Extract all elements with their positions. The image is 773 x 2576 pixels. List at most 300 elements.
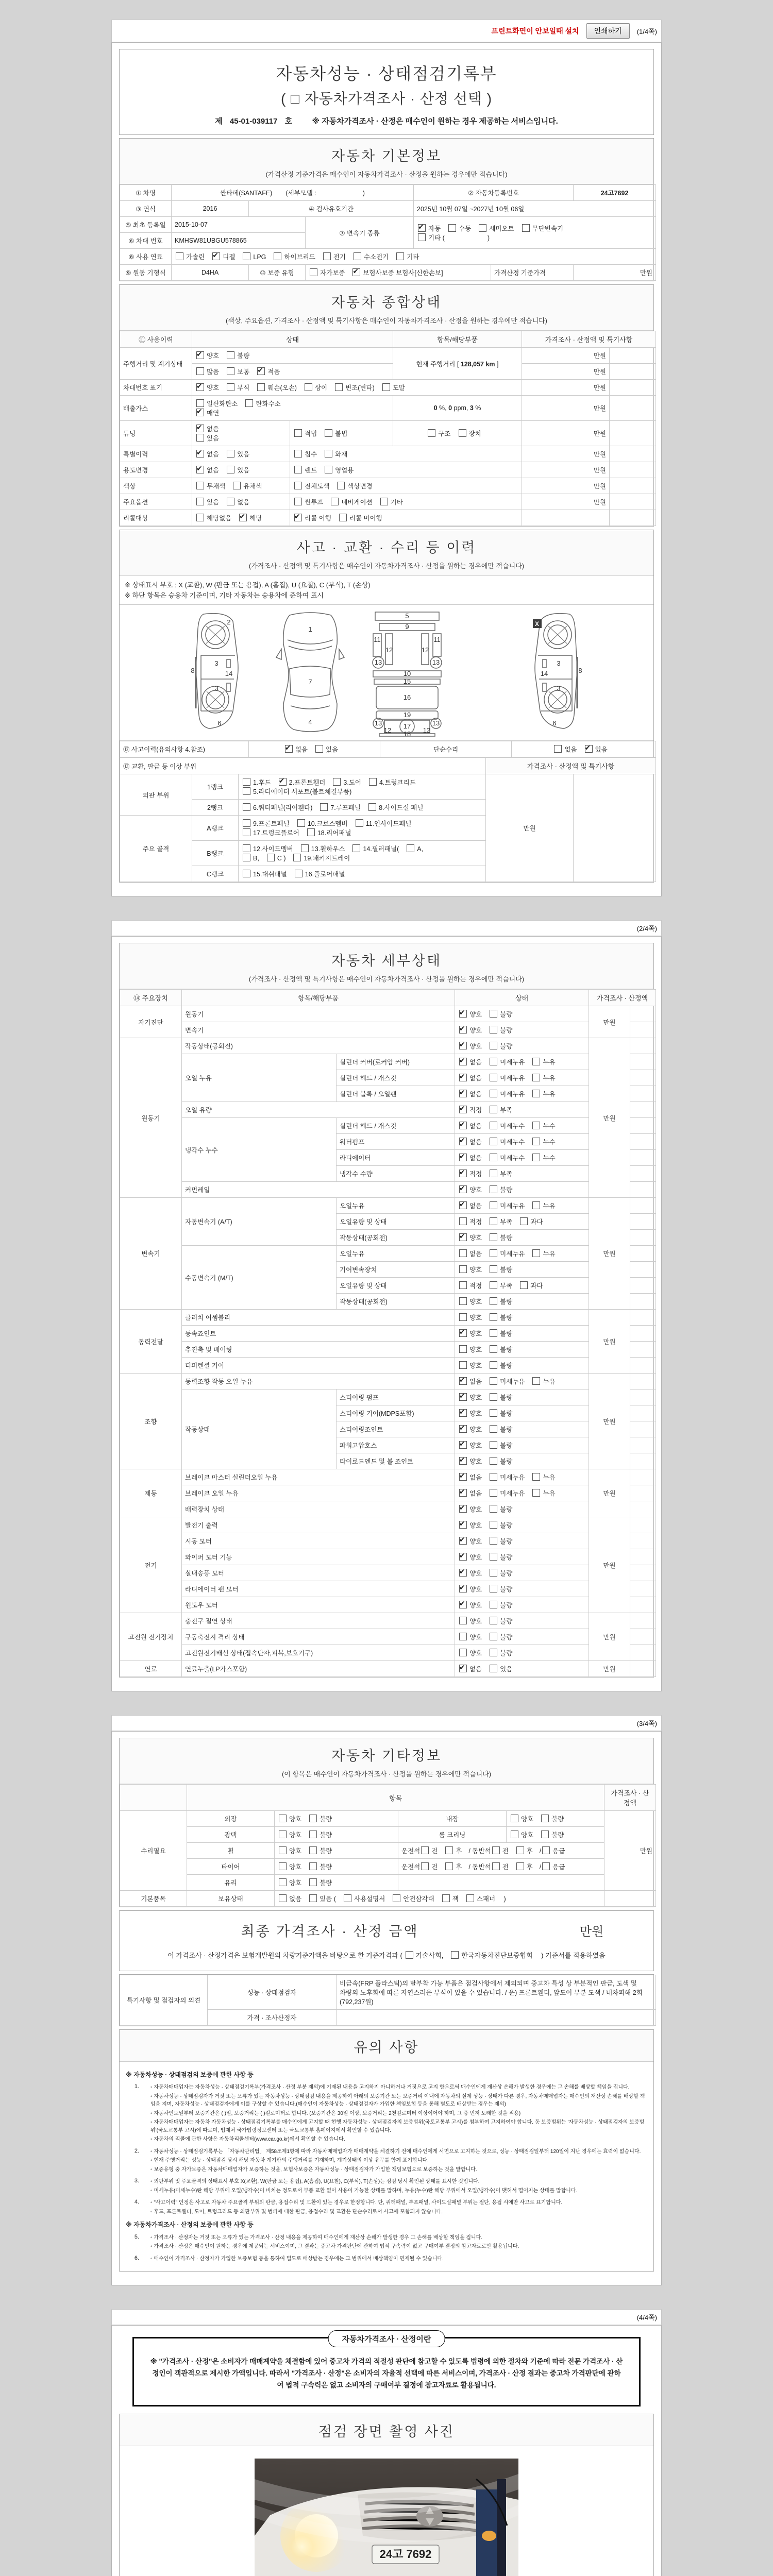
checkbox[interactable] (532, 1201, 540, 1209)
checkbox[interactable] (294, 429, 302, 437)
checkbox[interactable] (459, 1026, 467, 1033)
checkbox[interactable] (490, 1569, 497, 1577)
caution-item-number: 2. (134, 2147, 139, 2154)
diagram-label: 3 (214, 659, 219, 667)
checkbox[interactable] (196, 482, 204, 489)
checkbox[interactable] (459, 1601, 467, 1608)
checkbox[interactable] (459, 1553, 467, 1561)
checkbox[interactable] (490, 1633, 497, 1640)
price-cell (610, 421, 656, 446)
checkbox-label: 양호 (289, 1863, 302, 1871)
table-row (120, 1597, 656, 1613)
checkbox[interactable] (459, 1473, 467, 1481)
checkbox[interactable] (459, 1377, 467, 1385)
checkbox[interactable] (196, 383, 204, 391)
checkbox[interactable] (459, 1313, 467, 1321)
checkbox[interactable] (421, 1862, 429, 1870)
checkbox[interactable] (490, 1138, 497, 1145)
checkbox[interactable] (459, 1441, 467, 1449)
checkbox[interactable] (294, 498, 302, 505)
checkbox[interactable] (490, 1106, 497, 1113)
checkbox[interactable] (490, 1601, 497, 1608)
checkbox[interactable] (309, 1846, 317, 1854)
price-cell (630, 1549, 656, 1565)
checkbox-label: 13.휠하우스 (311, 845, 345, 853)
checkbox[interactable] (459, 1058, 467, 1065)
checkbox[interactable] (542, 1862, 550, 1870)
cell: 작동상태(공회전) (337, 1230, 455, 1246)
checkbox[interactable] (227, 383, 234, 391)
cell (192, 446, 290, 462)
checkbox[interactable] (196, 399, 204, 407)
checkbox[interactable] (309, 1815, 317, 1822)
checkbox[interactable] (490, 1553, 497, 1561)
checkbox[interactable] (267, 854, 275, 861)
checkbox[interactable] (490, 1313, 497, 1321)
checkbox[interactable] (490, 1521, 497, 1529)
checkbox[interactable] (490, 1010, 497, 1018)
checkbox[interactable] (459, 1297, 467, 1305)
checkbox[interactable] (245, 399, 253, 407)
cell: 디퍼렌셜 기어 (182, 1358, 455, 1374)
checkbox-label: 없음 (469, 1139, 482, 1146)
checkbox-label: 없음 (469, 1155, 482, 1162)
checkbox[interactable] (445, 1846, 453, 1854)
checkbox[interactable] (490, 1265, 497, 1273)
checkbox[interactable] (522, 224, 530, 232)
checkbox[interactable] (325, 450, 332, 457)
checkbox[interactable] (279, 1831, 287, 1838)
checkbox[interactable] (490, 1345, 497, 1353)
checkbox[interactable] (243, 803, 250, 811)
checkbox[interactable] (459, 1409, 467, 1417)
checkbox[interactable] (459, 1425, 467, 1433)
checkbox[interactable] (490, 1617, 497, 1624)
checkbox[interactable] (532, 1377, 540, 1385)
checkbox[interactable] (418, 224, 426, 232)
checkbox[interactable] (490, 1489, 497, 1497)
photos-title: 점검 장면 촬영 사진 (318, 2424, 455, 2440)
checkbox[interactable] (459, 1649, 467, 1656)
checkbox[interactable] (516, 1862, 524, 1870)
checkbox[interactable] (279, 1862, 287, 1870)
page-marker-2: (2/4쪽) (636, 925, 657, 933)
checkbox[interactable] (196, 450, 204, 457)
checkbox[interactable] (442, 1894, 450, 1902)
checkbox[interactable] (227, 466, 234, 473)
checkbox[interactable] (459, 1233, 467, 1241)
checkbox[interactable] (490, 1329, 497, 1337)
checkbox[interactable] (490, 1409, 497, 1417)
checkbox[interactable] (339, 514, 347, 521)
price-survey-definition-box (132, 2337, 641, 2406)
price-cell (630, 1374, 656, 1389)
checkbox[interactable] (459, 1185, 467, 1193)
checkbox[interactable] (532, 1138, 540, 1145)
checkbox[interactable] (243, 252, 250, 260)
checkbox[interactable] (309, 1831, 317, 1838)
checkbox[interactable] (243, 828, 250, 836)
checkbox[interactable] (352, 844, 360, 852)
checkbox[interactable] (344, 1894, 351, 1902)
checkbox[interactable] (227, 498, 234, 505)
table-row (120, 1358, 656, 1374)
checkbox[interactable] (325, 466, 332, 473)
checkbox[interactable] (459, 1569, 467, 1577)
checkbox[interactable] (532, 1058, 540, 1065)
checkbox[interactable] (295, 870, 303, 877)
checkbox[interactable] (490, 1281, 497, 1289)
checkbox[interactable] (294, 466, 302, 473)
checkbox-label: 전 (431, 1863, 438, 1871)
checkbox[interactable] (459, 1457, 467, 1465)
checkbox[interactable] (459, 1393, 467, 1401)
checkbox[interactable] (490, 1585, 497, 1592)
checkbox[interactable] (293, 854, 301, 861)
caution-heading: ※ 자동차성능 · 상태점검의 보증에 관한 사항 등 (126, 2071, 254, 2078)
checkbox[interactable] (279, 1894, 287, 1902)
checkbox[interactable] (227, 450, 234, 457)
checkbox[interactable] (532, 1473, 540, 1481)
checkbox[interactable] (243, 819, 250, 827)
checkbox[interactable] (459, 1329, 467, 1337)
checkbox[interactable] (309, 1894, 317, 1902)
checkbox-label: 있음 (595, 746, 608, 753)
checkbox[interactable] (490, 1425, 497, 1433)
final-note-post: ) 기준서를 적용하였음 (539, 1952, 606, 1959)
checkbox[interactable] (490, 1217, 497, 1225)
checkbox[interactable] (309, 1862, 317, 1870)
checkbox[interactable] (459, 1489, 467, 1497)
checkbox[interactable] (227, 351, 234, 359)
checkbox[interactable] (196, 434, 204, 442)
checkbox[interactable] (354, 252, 361, 260)
checkbox[interactable] (490, 1233, 497, 1241)
checkbox[interactable] (428, 429, 435, 437)
cell: 충전구 절연 상태 (182, 1613, 455, 1629)
checkbox[interactable] (490, 1377, 497, 1385)
checkbox[interactable] (335, 383, 343, 391)
checkbox[interactable] (490, 1042, 497, 1049)
diagram-label: 15 (403, 677, 411, 685)
checkbox[interactable] (305, 383, 312, 391)
checkbox[interactable] (285, 745, 293, 753)
caution-line: ◦ 자동차매매업자는 자동차성능 · 상태점검기록부(가격조사 · 산정 부분 제외)에 기재된 내용을 고지하지 아니하거나 거짓으로 고지 함으로써 매수인에게 재산상 손해가 발생한 경우에는 그 손해를 배상할 책임을 집니다. (150, 2083, 647, 2092)
checkbox[interactable] (451, 1951, 459, 1959)
checkbox[interactable] (459, 1249, 467, 1257)
price-cell (630, 1501, 656, 1517)
checkbox[interactable] (459, 1505, 467, 1513)
checkbox[interactable] (369, 778, 377, 786)
checkbox[interactable] (233, 482, 241, 489)
checkbox[interactable] (459, 1122, 467, 1129)
checkbox-label: 불량 (500, 1043, 513, 1050)
checkbox[interactable] (490, 1473, 497, 1481)
checkbox[interactable] (490, 1361, 497, 1369)
checkbox[interactable] (459, 1106, 467, 1113)
checkbox[interactable] (532, 1489, 540, 1497)
checkbox[interactable] (212, 252, 220, 260)
caution-line: ◦ 외판부위 및 주요골격의 상태표시 부호 X(교환), W(판금 또는 용접), A(흠집), U(요철), C(부식), T(손상)는 점검 당시 확인된 상태를 표시한 것입니다. (150, 2178, 647, 2186)
checkbox-label: 양호 (469, 1650, 482, 1657)
cell: 만원 (589, 1517, 630, 1613)
checkbox[interactable] (459, 1201, 467, 1209)
checkbox[interactable] (490, 1665, 497, 1672)
checkbox[interactable] (490, 1297, 497, 1305)
checkbox[interactable] (333, 778, 341, 786)
checkbox[interactable] (421, 1846, 429, 1854)
cell: 만원 (589, 1038, 630, 1198)
checkbox-label: 기타 (390, 499, 403, 506)
checkbox[interactable] (352, 268, 360, 276)
checkbox[interactable] (490, 1122, 497, 1129)
checkbox[interactable] (490, 1457, 497, 1465)
checkbox[interactable] (490, 1505, 497, 1513)
checkbox-label: 불량 (320, 1879, 332, 1887)
checkbox[interactable] (301, 844, 309, 852)
diagram-label: 1 (308, 625, 312, 633)
checkbox[interactable] (492, 1862, 500, 1870)
table-row (120, 758, 656, 774)
cell (455, 1501, 589, 1517)
price-cell (630, 1262, 656, 1278)
checkbox[interactable] (541, 1815, 549, 1822)
checkbox-label: 있음 (207, 499, 220, 506)
checkbox[interactable] (490, 1201, 497, 1209)
checkbox[interactable] (532, 1122, 540, 1129)
checkbox[interactable] (459, 1170, 467, 1177)
cell: 변속기 (120, 1198, 182, 1310)
inspection-photo-front[interactable] (255, 2459, 518, 2576)
checkbox[interactable] (459, 1633, 467, 1640)
cell (455, 1342, 589, 1358)
checkbox[interactable] (294, 514, 302, 521)
checkbox[interactable] (541, 1831, 549, 1838)
checkbox[interactable] (307, 828, 315, 836)
checkbox[interactable] (297, 819, 305, 827)
checkbox[interactable] (532, 1154, 540, 1161)
checkbox[interactable] (459, 1090, 467, 1097)
checkbox-label: 적법 (305, 430, 317, 437)
checkbox-label: 양호 (469, 1618, 482, 1625)
doc-number-line (125, 115, 648, 126)
checkbox-label: 불량 (500, 1330, 513, 1337)
checkbox[interactable] (459, 1265, 467, 1273)
cell (455, 1405, 589, 1421)
car-diagram-svg[interactable] (175, 608, 598, 737)
checkbox[interactable] (490, 1441, 497, 1449)
checkbox[interactable] (532, 1074, 540, 1081)
checkbox[interactable] (490, 1393, 497, 1401)
checkbox[interactable] (511, 1831, 518, 1838)
caution-line: ◦ 자동차의 리콜에 관한 사항은 자동차리콜센터(www.car.go.kr)에서 확인할 수 있습니다. (150, 2136, 647, 2144)
checkbox-label: 12.사이드멤버 (253, 845, 293, 853)
checkbox[interactable] (257, 367, 265, 375)
table-row (120, 331, 656, 348)
checkbox[interactable] (294, 482, 302, 489)
checkbox[interactable] (337, 482, 345, 489)
cell: 색상 (120, 478, 192, 494)
checkbox[interactable] (196, 409, 204, 416)
checkbox[interactable] (445, 1862, 453, 1870)
checkbox[interactable] (309, 1878, 317, 1886)
cell: ⑦ 변속기 종류 (306, 217, 414, 249)
checkbox-label: 과다 (530, 1282, 543, 1290)
table-row (120, 1326, 656, 1342)
exchange-x-marker[interactable] (533, 619, 542, 628)
cell: 만원 (589, 1613, 630, 1661)
price-cell (630, 1421, 656, 1437)
checkbox-label: 변조(변타) (345, 384, 375, 392)
checkbox-label: 자가보증 (320, 269, 345, 277)
checkbox[interactable] (196, 351, 204, 359)
checkbox[interactable] (459, 429, 466, 437)
checkbox[interactable] (176, 252, 183, 260)
table-row (120, 446, 656, 462)
checkbox[interactable] (459, 1537, 467, 1545)
cell: 배출가스 (120, 396, 192, 421)
checkbox[interactable] (459, 1074, 467, 1081)
diagram-label: 13 (374, 719, 382, 727)
caution-line: ◦ 현재 주행거리는 성능 · 상태점검 당시 해당 자동차 계기판의 주행거리를 기재하며, 계기상태의 이상 유무를 함께 표기합니다. (150, 2157, 647, 2165)
checkbox[interactable] (520, 1217, 528, 1225)
checkbox[interactable] (459, 1345, 467, 1353)
table-row (120, 1645, 656, 1661)
price-cell (630, 1342, 656, 1358)
checkbox[interactable] (196, 466, 204, 473)
checkbox[interactable] (257, 383, 265, 391)
etc-title: 자동차 기타정보 (331, 1748, 442, 1764)
checkbox[interactable] (323, 252, 331, 260)
checkbox[interactable] (196, 498, 204, 505)
checkbox[interactable] (310, 268, 317, 276)
checkbox[interactable] (239, 514, 247, 521)
cell: 2025년 10월 07일 ~2027년 10월 06일 (414, 201, 656, 217)
checkbox[interactable] (490, 1026, 497, 1033)
checkbox[interactable] (279, 1815, 287, 1822)
checkbox[interactable] (492, 1846, 500, 1854)
table-row (120, 1875, 656, 1891)
table-row (120, 348, 656, 364)
checkbox-label: 14.필러패널( (363, 845, 399, 853)
checkbox[interactable] (243, 854, 250, 861)
checkbox[interactable] (554, 745, 562, 753)
checkbox-label: 양호 (469, 1027, 482, 1034)
checkbox[interactable] (382, 383, 390, 391)
checkbox[interactable] (406, 1951, 413, 1959)
checkbox[interactable] (511, 1815, 518, 1822)
checkbox[interactable] (459, 1010, 467, 1018)
checkbox[interactable] (407, 844, 414, 852)
install-notice[interactable]: 프린트화면이 안보일때 설치 (491, 27, 579, 35)
checkbox[interactable] (490, 1154, 497, 1161)
checkbox-label: 양호 (469, 1570, 482, 1577)
checkbox[interactable] (459, 1217, 467, 1225)
checkbox[interactable] (279, 1846, 287, 1854)
checkbox[interactable] (396, 252, 404, 260)
checkbox[interactable] (368, 803, 376, 811)
checkbox[interactable] (466, 1894, 474, 1902)
checkbox[interactable] (418, 233, 426, 241)
checkbox[interactable] (490, 1170, 497, 1177)
checkbox[interactable] (459, 1138, 467, 1145)
section-etc-info (119, 1738, 654, 1907)
checkbox-label: 불량 (500, 1346, 513, 1353)
checkbox[interactable] (459, 1042, 467, 1049)
checkbox[interactable] (393, 1894, 400, 1902)
checkbox[interactable] (490, 1649, 497, 1656)
checkbox[interactable] (320, 803, 328, 811)
checkbox[interactable] (243, 787, 250, 795)
checkbox[interactable] (380, 498, 388, 505)
checkbox[interactable] (227, 367, 234, 375)
checkbox[interactable] (585, 745, 593, 753)
table-row (120, 364, 656, 380)
checkbox[interactable] (274, 252, 281, 260)
checkbox[interactable] (459, 1617, 467, 1624)
table-row (120, 1785, 656, 1811)
checkbox[interactable] (196, 367, 204, 375)
checkbox[interactable] (542, 1846, 550, 1854)
checkbox[interactable] (520, 1281, 528, 1289)
checkbox[interactable] (459, 1665, 467, 1672)
caution-item (126, 2198, 647, 2217)
checkbox[interactable] (448, 224, 456, 232)
checkbox[interactable] (479, 224, 486, 232)
checkbox[interactable] (459, 1281, 467, 1289)
checkbox[interactable] (490, 1249, 497, 1257)
checkbox[interactable] (279, 1878, 287, 1886)
checkbox[interactable] (490, 1537, 497, 1545)
checkbox[interactable] (532, 1249, 540, 1257)
checkbox-label: 매연 (207, 410, 220, 417)
checkbox[interactable] (459, 1521, 467, 1529)
cell (192, 396, 393, 421)
cell: 오일누유 (337, 1246, 455, 1262)
checkbox[interactable] (325, 429, 332, 437)
checkbox[interactable] (196, 514, 204, 521)
checkbox[interactable] (459, 1585, 467, 1592)
cell: 스티어링 펌프 (337, 1389, 455, 1405)
checkbox[interactable] (243, 844, 250, 852)
table-row (120, 380, 656, 396)
checkbox[interactable] (490, 1185, 497, 1193)
print-button[interactable]: 인쇄하기 (586, 23, 630, 39)
checkbox-label: 미세누유 (500, 1474, 525, 1481)
checkbox[interactable] (243, 870, 250, 877)
checkbox[interactable] (279, 778, 287, 786)
comprehensive-table (120, 331, 656, 526)
checkbox-label: 안전삼각대 (403, 1895, 434, 1903)
checkbox[interactable] (356, 819, 363, 827)
cell: 만원 (589, 1006, 630, 1038)
checkbox[interactable] (459, 1154, 467, 1161)
checkbox[interactable] (516, 1846, 524, 1854)
diagram-label: 8 (578, 667, 582, 674)
checkbox[interactable] (490, 1058, 497, 1065)
checkbox[interactable] (490, 1074, 497, 1081)
checkbox[interactable] (459, 1361, 467, 1369)
checkbox[interactable] (294, 450, 302, 457)
checkbox[interactable] (490, 1090, 497, 1097)
checkbox[interactable] (196, 425, 204, 432)
checkbox[interactable] (331, 498, 339, 505)
checkbox-label: 하이브리드 (284, 253, 315, 261)
checkbox[interactable] (532, 1090, 540, 1097)
cell: ⑬ 교환, 판금 등 이상 부위 (120, 758, 486, 774)
checkbox[interactable] (243, 778, 250, 786)
checkbox[interactable] (315, 745, 323, 753)
